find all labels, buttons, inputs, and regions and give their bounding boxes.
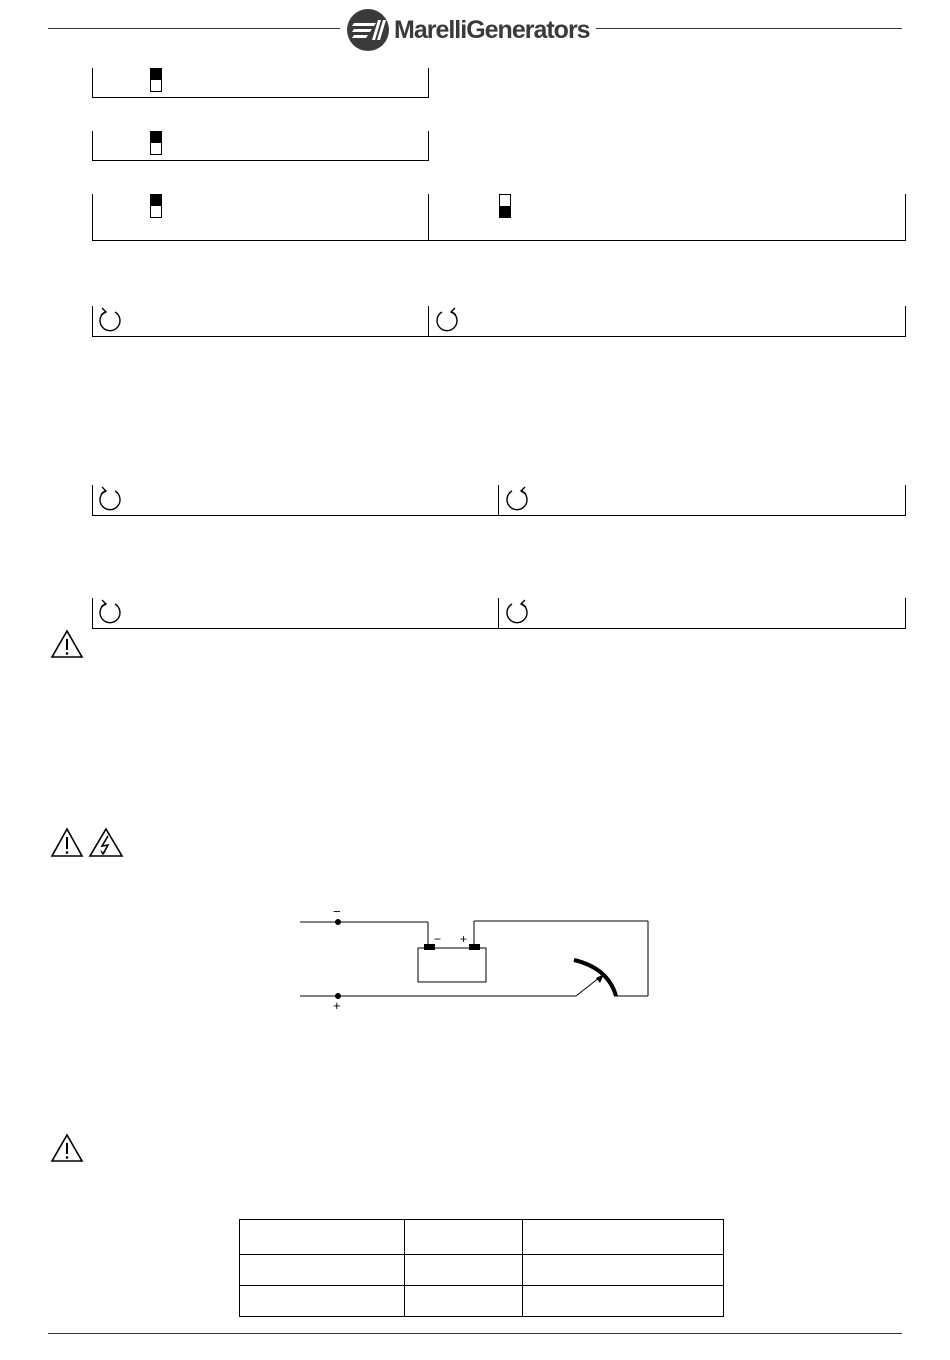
counterclockwise-rotation-icon — [503, 599, 531, 627]
column-divider — [428, 194, 429, 241]
column-divider — [498, 485, 499, 516]
table-cell — [523, 1220, 724, 1255]
table-row — [240, 1286, 724, 1317]
table-cell — [523, 1286, 724, 1317]
dip-setting-box-2 — [92, 131, 429, 161]
marelli-logo-icon — [346, 8, 390, 52]
electric-hazard-icon — [88, 827, 124, 859]
dip-switch-icon — [150, 68, 162, 92]
brand-name: MarelliGenerators — [394, 15, 590, 44]
table-cell — [240, 1220, 405, 1255]
counterclockwise-rotation-icon — [433, 307, 461, 335]
counterclockwise-rotation-icon — [503, 486, 531, 514]
table-cell — [405, 1220, 523, 1255]
warning-triangle-icon — [50, 629, 84, 659]
terminal-top-sign: − — [333, 904, 341, 919]
dip-switch-icon — [150, 131, 162, 155]
terminal-bottom-sign: + — [333, 998, 341, 1013]
brand-logo — [340, 8, 596, 52]
rotation-box-2 — [92, 485, 906, 516]
table-cell — [240, 1286, 405, 1317]
table-cell — [523, 1255, 724, 1286]
column-divider — [428, 306, 429, 337]
rotation-box-1 — [92, 306, 906, 337]
battery-minus-sign: − — [434, 932, 442, 946]
dip-switch-icon — [150, 194, 162, 218]
table-row — [240, 1220, 724, 1255]
battery-plus-sign: + — [460, 932, 468, 946]
clockwise-rotation-icon — [96, 486, 124, 514]
table-cell — [240, 1255, 405, 1286]
table-row — [240, 1255, 724, 1286]
warning-triangle-icon — [50, 1133, 84, 1163]
battery-connection-diagram — [296, 908, 656, 1014]
warning-triangle-icon — [50, 827, 84, 859]
dip-setting-box-1 — [92, 68, 429, 98]
clockwise-rotation-icon — [96, 307, 124, 335]
column-divider — [498, 598, 499, 629]
footer-rule — [48, 1333, 902, 1334]
data-table — [239, 1219, 724, 1317]
dip-switch-icon — [499, 194, 511, 218]
table-cell — [405, 1255, 523, 1286]
clockwise-rotation-icon — [96, 599, 124, 627]
table-cell — [405, 1286, 523, 1317]
rotation-box-3 — [92, 598, 906, 629]
